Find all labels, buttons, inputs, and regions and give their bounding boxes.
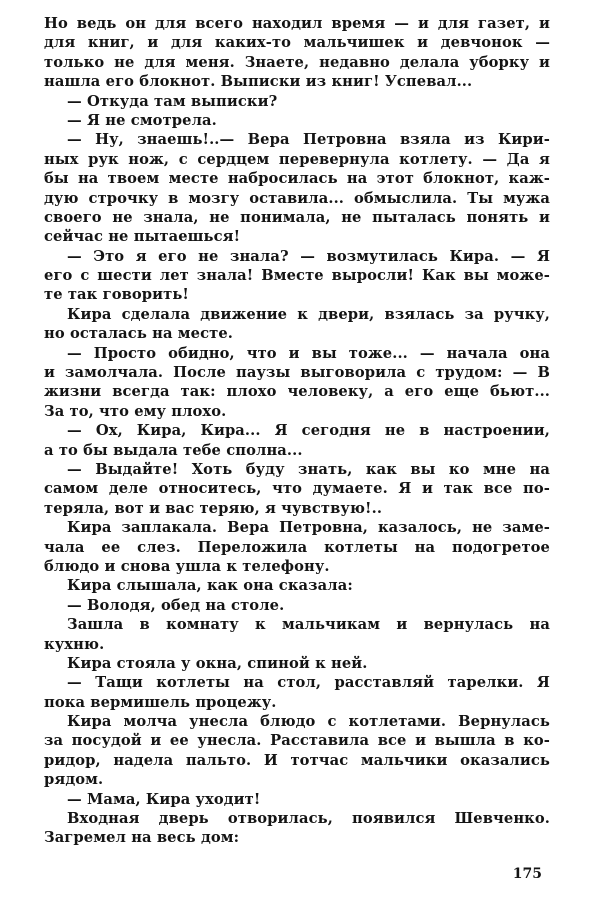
text-line: а то бы выдала тебе сполна...	[44, 441, 303, 459]
paragraph	[44, 673, 550, 712]
paragraph	[44, 111, 550, 130]
text-line: — Просто обидно, что и вы тоже... — начала она	[67, 344, 550, 362]
page-number: 175	[512, 866, 542, 882]
text-line: ных рук нож, с сердцем перевернула котлету. — Да я	[44, 150, 550, 168]
text-line: пока вермишель процежу.	[44, 693, 277, 711]
paragraph	[44, 809, 550, 848]
paragraph	[44, 654, 550, 673]
text-line: своего не знала, не понимала, не пыталась понять и	[44, 208, 550, 226]
text-line: Кира заплакала. Вера Петровна, казалось, не заме-	[67, 519, 550, 537]
text-line: — Выдайте! Хоть буду знать, как вы ко мне на	[67, 460, 550, 478]
text-line: — Тащи котлеты на стол, расставляй тарелки. Я	[67, 674, 550, 692]
text-line: рядом.	[44, 771, 104, 789]
text-line: жизни всегда так: плохо человеку, а его еще бьют...	[44, 383, 550, 401]
text-line: Кира молча унесла блюдо с котлетами. Вернулась	[67, 713, 550, 731]
text-line: — Мама, Кира уходит!	[67, 790, 261, 808]
paragraph	[44, 305, 550, 344]
text-line: ридор, надела пальто. И тотчас мальчики оказались	[44, 751, 550, 769]
paragraph	[44, 518, 550, 576]
text-line: Кира слышала, как она сказала:	[67, 577, 353, 595]
text-line: чала ее слез. Переложила котлеты на подогретое	[44, 538, 550, 556]
text-line: — Я не смотрела.	[67, 111, 217, 129]
text-line: те так говорить!	[44, 286, 189, 304]
text-line: его с шести лет знала! Вместе выросли! Как вы може-	[44, 267, 550, 285]
paragraph	[44, 790, 550, 809]
text-line: Кира стояла у окна, спиной к ней.	[67, 654, 368, 672]
text-line: — Володя, обед на столе.	[67, 596, 285, 614]
paragraph	[44, 14, 550, 92]
text-line: только не для меня. Знаете, недавно делала уборку и	[44, 53, 550, 71]
paragraph	[44, 247, 550, 305]
text-line: блюдо и снова ушла к телефону.	[44, 557, 330, 575]
paragraph	[44, 576, 550, 595]
paragraph	[44, 92, 550, 111]
text-line: Загремел на весь дом:	[44, 829, 240, 847]
text-line: бы на твоем месте набросилась на этот блокнот, каж-	[44, 170, 550, 188]
text-line: Кира сделала движение к двери, взялась за ручку,	[67, 305, 550, 323]
paragraph	[44, 421, 550, 460]
text-line: самом деле относитесь, что думаете. Я и так все по-	[44, 480, 550, 498]
text-line: — Это я его не знала? — возмутилась Кира. — Я	[67, 247, 550, 265]
paragraph	[44, 712, 550, 790]
paragraph	[44, 596, 550, 615]
text-line: кухню.	[44, 635, 105, 653]
text-line: и замолчала. После паузы выговорила с трудом: — В	[44, 364, 550, 382]
paragraph	[44, 615, 550, 654]
text-line: нашла его блокнот. Выписки из книг! Успевал...	[44, 73, 473, 91]
text-line: за посудой и ее унесла. Расставила все и вышла в ко-	[44, 732, 550, 750]
paragraph	[44, 460, 550, 518]
text-line: Но ведь он для всего находил время — и для газет, и	[44, 15, 550, 32]
text-line: для книг, и для каких-то мальчишек и девчонок —	[44, 34, 550, 52]
text-line: но осталась на месте.	[44, 325, 233, 343]
text-line: — Ну, знаешь!..— Вера Петровна взяла из Кири-	[67, 131, 550, 149]
text-line: дую строчку в мозгу оставила... обмыслила. Ты мужа	[44, 189, 550, 207]
paragraph	[44, 130, 550, 246]
text-line: — Откуда там выписки?	[67, 92, 278, 110]
text-line: За то, что ему плохо.	[44, 402, 227, 420]
text-line: Зашла в комнату к мальчикам и вернулась на	[67, 616, 550, 634]
paragraph	[44, 344, 550, 422]
text-line: — Ох, Кира, Кира... Я сегодня не в настроении,	[67, 422, 550, 440]
page-body	[44, 14, 550, 848]
text-line: сейчас не пытаешься!	[44, 228, 241, 246]
text-line: Входная дверь отворилась, появился Шевченко.	[67, 810, 550, 828]
text-line: теряла, вот и вас теряю, я чувствую!..	[44, 499, 383, 517]
